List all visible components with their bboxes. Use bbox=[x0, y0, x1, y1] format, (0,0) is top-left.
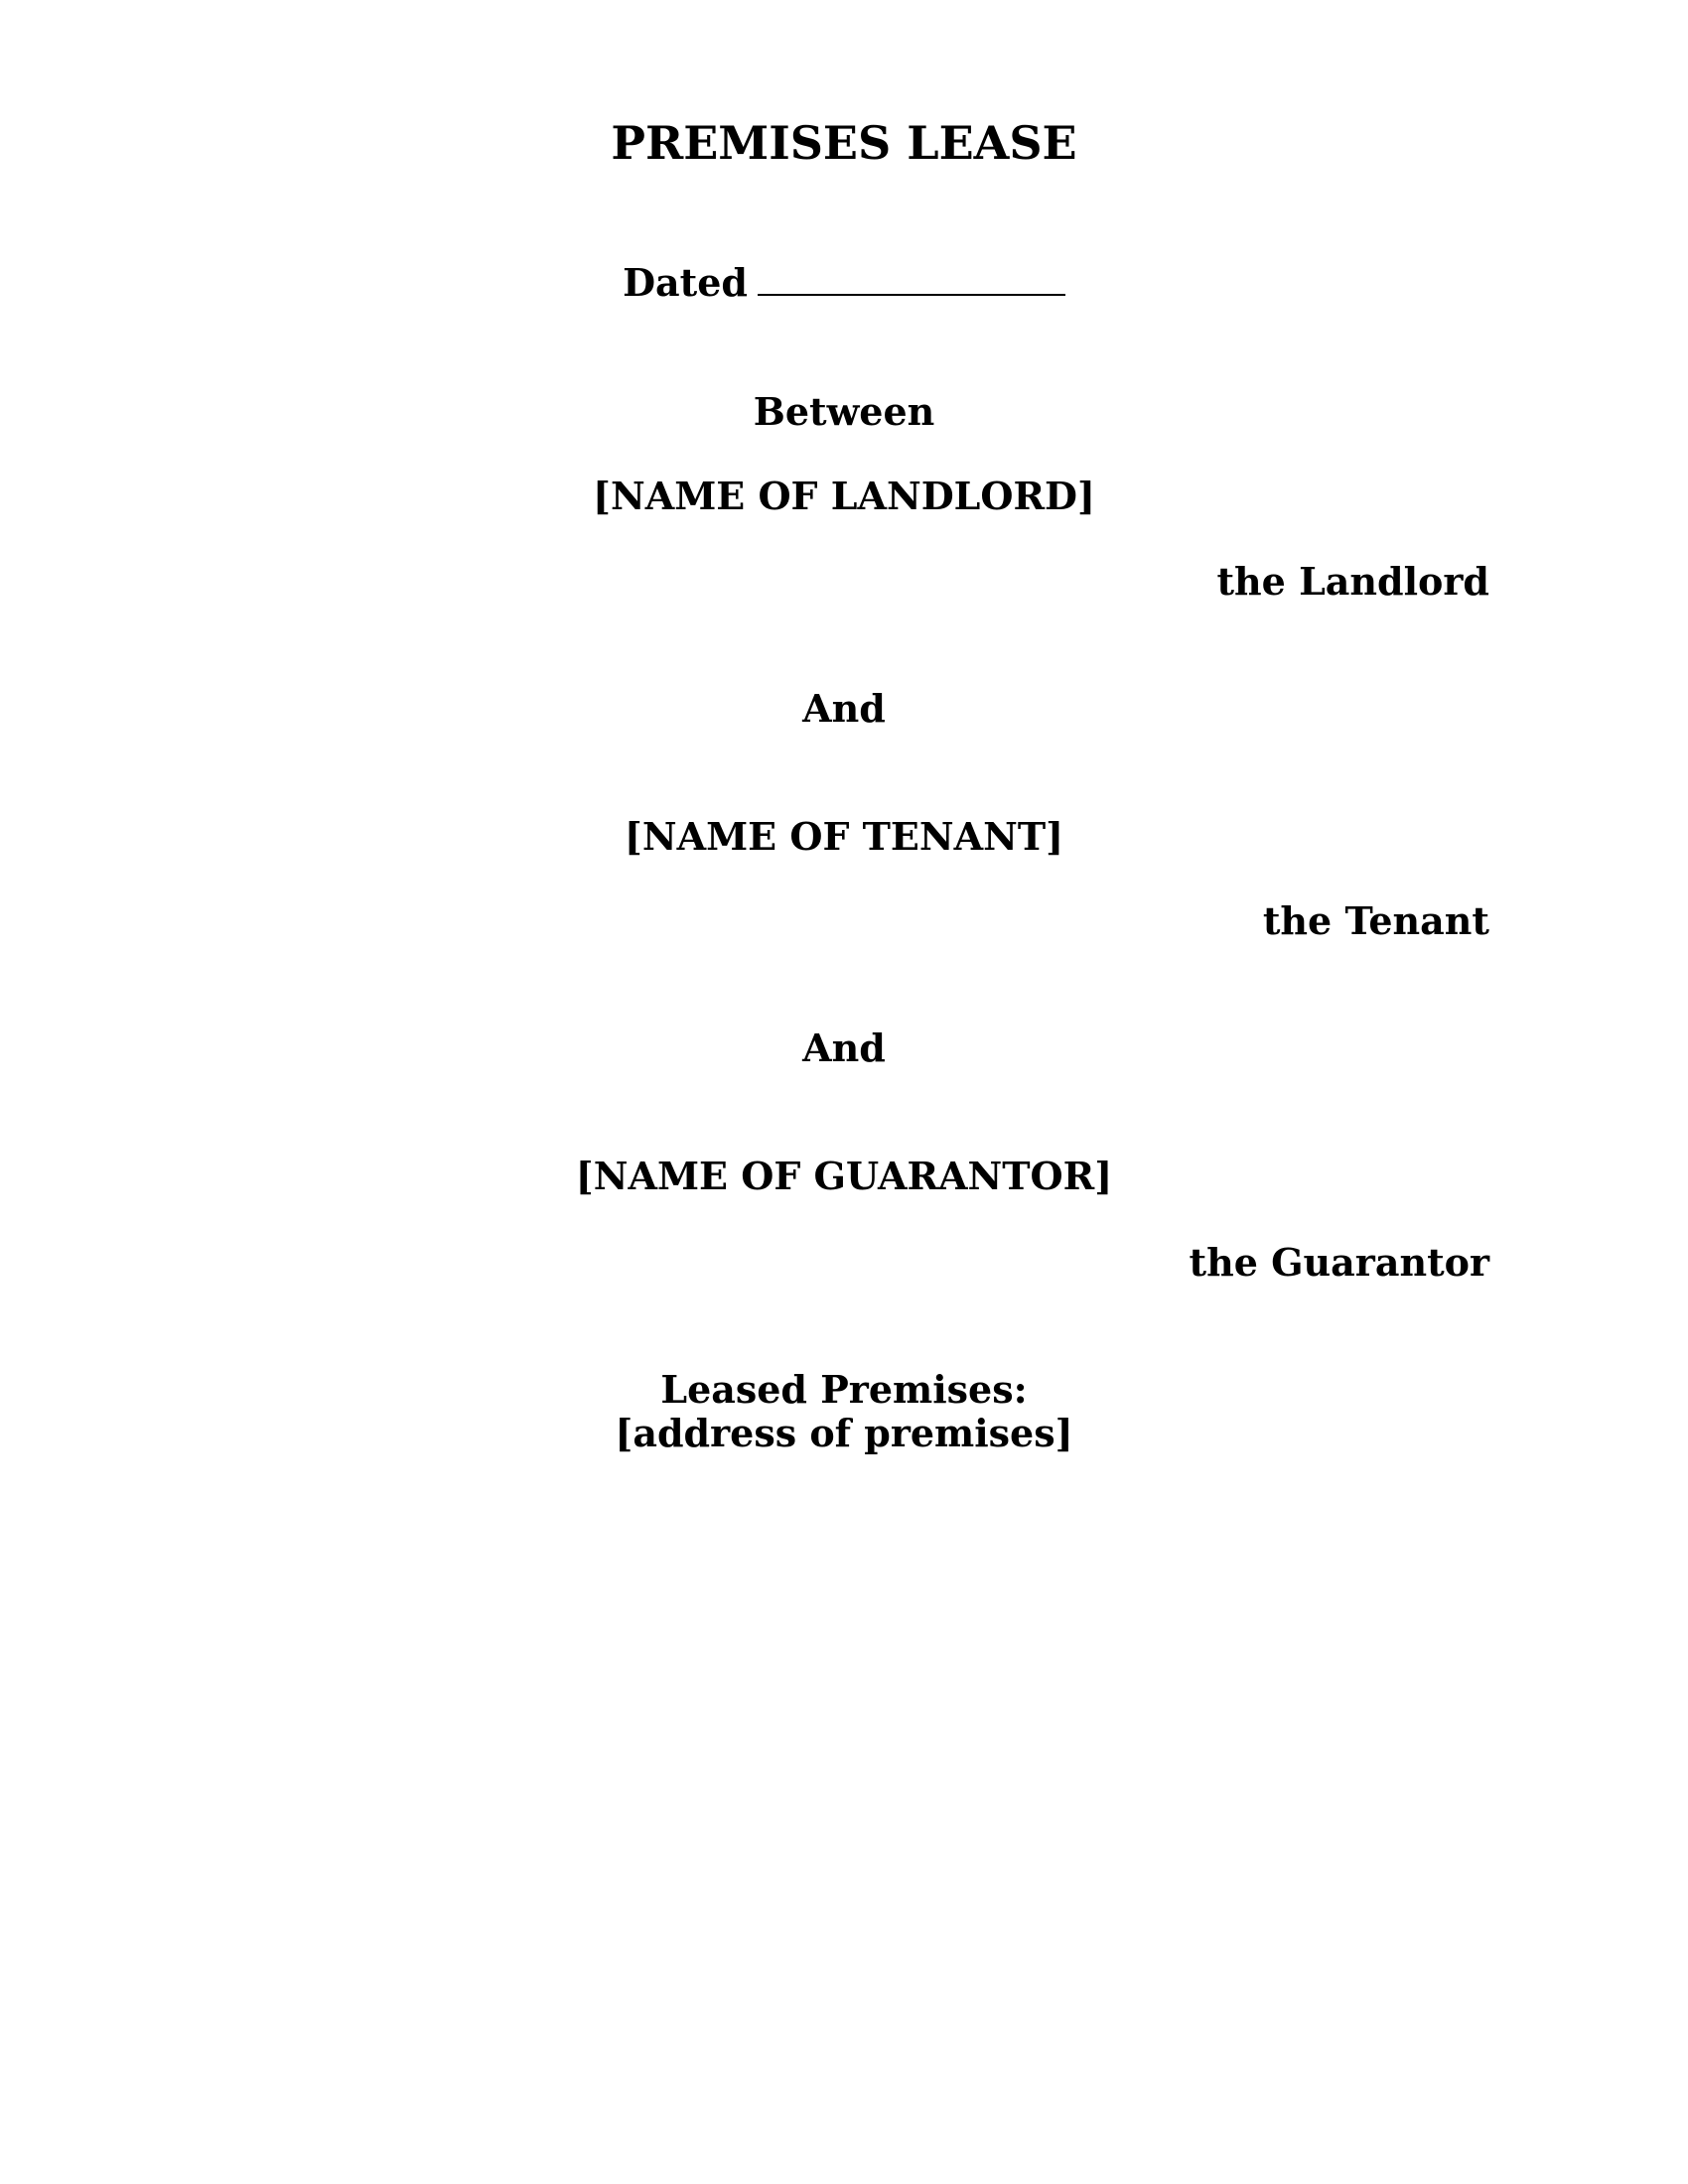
guarantor-role: the Guarantor bbox=[1189, 1240, 1489, 1285]
and-label-1: And bbox=[802, 686, 886, 731]
leased-premises-address: [address of premises] bbox=[615, 1411, 1073, 1455]
tenant-role: the Tenant bbox=[1262, 898, 1489, 943]
dated-label: Dated bbox=[623, 260, 748, 305]
guarantor-name: [NAME OF GUARANTOR] bbox=[575, 1154, 1113, 1198]
dated-line bbox=[0, 260, 1688, 306]
landlord-name: [NAME OF LANDLORD] bbox=[593, 474, 1095, 518]
tenant-name: [NAME OF TENANT] bbox=[624, 814, 1064, 859]
and-label-2: And bbox=[802, 1025, 886, 1070]
landlord-role: the Landlord bbox=[1216, 559, 1489, 604]
between-label: Between bbox=[753, 389, 935, 434]
document-title: PREMISES LEASE bbox=[611, 116, 1077, 170]
leased-premises-label: Leased Premises: bbox=[660, 1367, 1028, 1412]
date-blank bbox=[758, 260, 1065, 296]
